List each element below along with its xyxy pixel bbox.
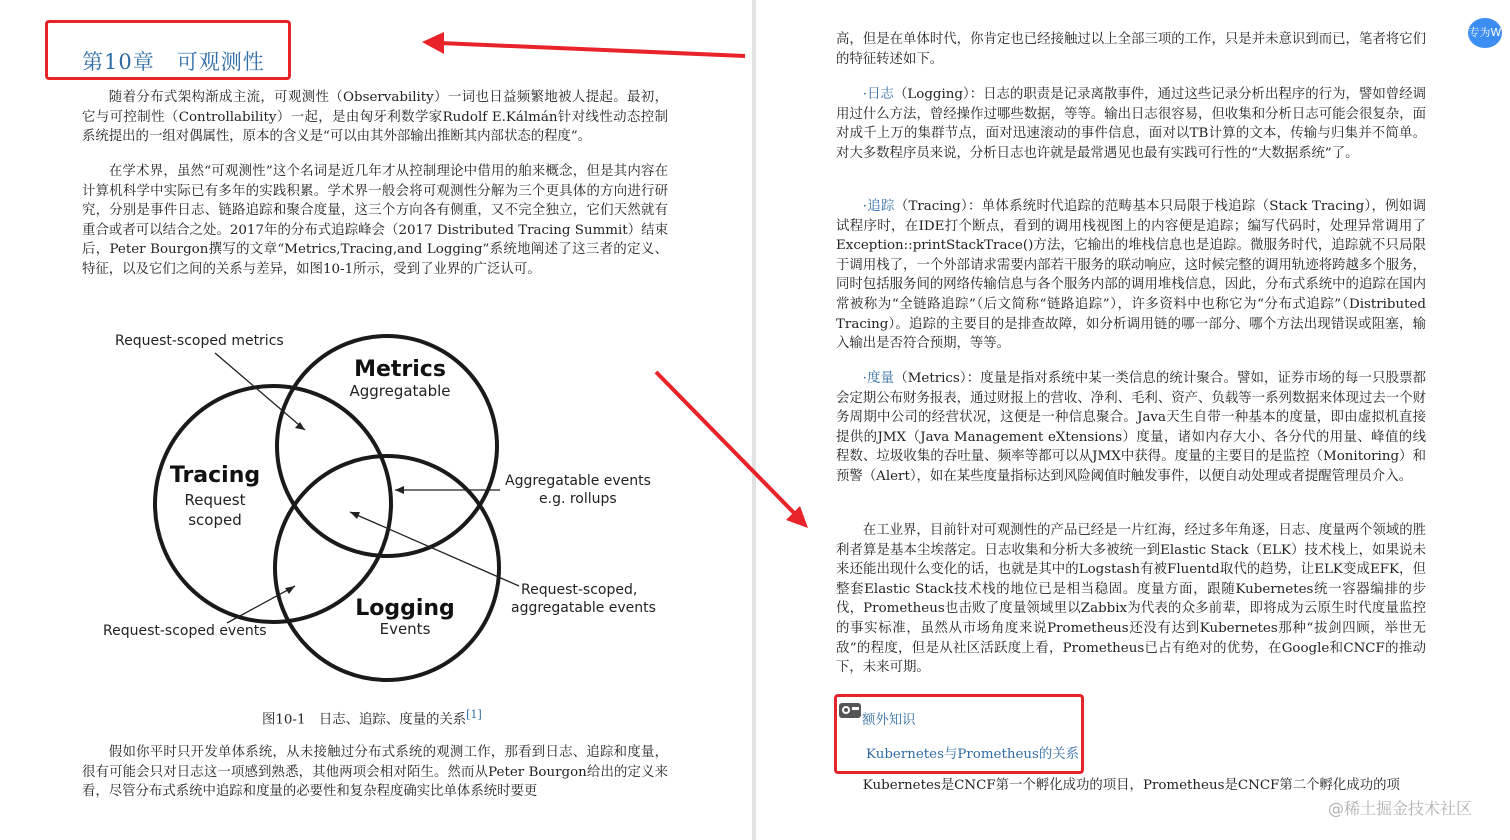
tracing-title: Tracing <box>169 463 261 488</box>
logging-term: ·日志 <box>862 87 894 102</box>
metrics-tracing-logging-venn-diagram <box>95 318 665 698</box>
continuation-paragraph: 高，但是在单体时代，你肯定也已经接触过以上全部三项的工作，只是并未意识到而已，笔者将它们的特征转述如下。 <box>836 32 1426 67</box>
logging-definition <box>836 85 1426 163</box>
industry-paragraph: 在工业界，目前针对可观测性的产品已经是一片红海，经过多年角逐，日志、度量两个领域的胜利者算是基本尘埃落定。日志收集和分析大多被统一到Elastic Stack（ELK）技术栈上，如果说未来还能出现什么变化的话，也就是其中的Logstash有被Fluentd取代的趋势，让ELK变成EFK，但整套Elastic Stack技术栈的地位已是相当稳固。度量方面，跟随Kubernetes统一容器编排的步伐，Prometheus也击败了度量领域里以Zabbix为代表的众多前辈，即将成为云原生时代度量监控的事实标准，虽然从市场角度来说Prometheus还没有达到Kubernetes那种“拔剑四顾，举世无敌”的程度，但是从社区活跃度上看，Prometheus已占有绝对的优势，在Google和CNCF的推动下，未来可期。 <box>836 523 1426 676</box>
logging-title: Logging <box>355 596 455 621</box>
metrics-definition <box>836 369 1426 487</box>
tracing-definition <box>836 197 1426 354</box>
translate-button[interactable]: 专为W <box>1468 18 1502 48</box>
figure-caption-text: 图10-1 日志、追踪、度量的关系 <box>262 712 467 728</box>
cncf-paragraph: Kubernetes是CNCF第一个孵化成功的项目，Prometheus是CNCF第二个孵化成功的项 <box>862 778 1400 793</box>
tracing-subtitle-2: scoped <box>188 511 242 529</box>
monolith-paragraph: 假如你平时只开发单体系统，从未接触过分布式系统的观测工作，那看到日志、追踪和度量，很有可能会只对日志这一项感到熟悉，其他两项会相对陌生。然而从Peter Bourgon给出的定义来看，尽管分布式系统中追踪和度量的必要性和复杂程度确实比单体系统时要更 <box>82 745 668 800</box>
label-request-scoped-aggregatable-line2: aggregatable events <box>511 600 656 616</box>
figure-caption <box>262 708 482 727</box>
academia-paragraph: 在学术界，虽然“可观测性”这个名词是近几年才从控制理论中借用的舶来概念，但是其内容在计算机科学中实际已有多年的实践积累。学术界一般会将可观测性分解为三个更具体的方向进行研究，分别是事件日志、链路追踪和聚合度量，这三个方向各有侧重，又不完全独立，它们天然就有重合或者可以结合之处。2017年的分布式追踪峰会（2017 Distributed Tracing Summit）结束后，Peter Bourgon撰写的文章“Metrics,Tracing,and Logging”系统地阐述了这三者的定义、特征，以及它们之间的关系与差异，如图10-1所示，受到了业界的广泛认可。 <box>82 164 668 277</box>
metrics-term: ·度量 <box>862 371 895 386</box>
extra-knowledge-subtitle: Kubernetes与Prometheus的关系 <box>866 747 1080 762</box>
label-request-scoped-metrics: Request-scoped metrics <box>115 333 284 349</box>
label-request-scoped-aggregatable-line1: Request-scoped, <box>521 582 638 598</box>
tracing-definition-text: （Tracing）：单体系统时代追踪的范畴基本只局限于栈追踪（Stack Tracing），例如调试程序时，在IDE打个断点，看到的调用栈视图上的内容便是追踪；编写代码时，处理异常调用了Exception::printStackTrace()方法，它输出的堆栈信息也是追踪。微服务时代，追踪就不只局限于调用栈了，一个外部请求需要内部若干服务的联动响应，这时候完整的调用轨迹将跨越多个服务，同时包括服务间的网络传输信息与各个服务内部的调用堆栈信息，因此，分布式系统中的追踪在国内常被称为“全链路追踪”（后文简称“链路追踪”），许多资料中也称它为“分布式追踪”（Distributed Tracing）。追踪的主要目的是排查故障，如分析调用链的哪一部分、哪个方法出现错误或阻塞，输入输出是否符合预期，等等。 <box>836 199 1426 352</box>
intro-paragraph: 随着分布式架构渐成主流，可观测性（Observability）一词也日益频繁地被人提起。最初，它与可控制性（Controllability）一起，是由匈牙利数学家Rudolf E.Kálmán针对线性动态控制系统提出的一组对偶属性，原本的含义是“可以由其外部输出推断其内部状态的程度”。 <box>82 90 668 145</box>
metrics-title: Metrics <box>354 357 446 382</box>
tracing-subtitle-1: Request <box>184 491 246 509</box>
watermark: @稀土掘金技术社区 <box>1328 799 1473 818</box>
label-aggregatable-events-line2: e.g. rollups <box>539 491 617 507</box>
extra-knowledge-icon <box>838 700 862 720</box>
tracing-term: ·追踪 <box>862 199 895 214</box>
logging-subtitle: Events <box>379 620 431 638</box>
logging-definition-text: （Logging）：日志的职责是记录离散事件，通过这些记录分析出程序的行为，譬如曾经调用过什么方法，曾经操作过哪些数据，等等。输出日志很容易，但收集和分析日志可能会很复杂，面对成千上万的集群节点，面对迅速滚动的事件信息，面对以TB计算的文本，传输与归集并不简单。对大多数程序员来说，分析日志也许就是最常遇见也最有实践可行性的“大数据系统”了。 <box>836 87 1426 161</box>
chapter-title: 第10章 可观测性 <box>82 50 265 74</box>
pointer-request-scoped-aggregatable <box>350 512 519 586</box>
label-aggregatable-events-line1: Aggregatable events <box>505 473 651 489</box>
metrics-subtitle: Aggregatable <box>349 382 451 400</box>
metrics-definition-text: （Metrics）：度量是指对系统中某一类信息的统计聚合。譬如，证券市场的每一只股票都会定期公布财务报表，通过财报上的营收、净利、毛利、资产、负载等一系列数据来体现过去一个财务周期中公司的经营状况，这便是一种信息聚合。Java天生自带一种基本的度量，即由虚拟机直接提供的JMX（Java Management eXtensions）度量，诸如内存大小、各分代的用量、峰值的线程数、垃圾收集的吞吐量、频率等都可以从JMX中获得。度量的主要目的是监控（Monitoring）和预警（Alert），如在某些度量指标达到风险阈值时触发事件，以便自动处理或者提醒管理员介入。 <box>836 371 1426 484</box>
extra-knowledge-heading: 额外知识 <box>862 713 916 728</box>
label-request-scoped-events: Request-scoped events <box>103 623 267 639</box>
left-page <box>0 0 752 840</box>
figure-footnote-link[interactable]: [1] <box>466 708 482 721</box>
